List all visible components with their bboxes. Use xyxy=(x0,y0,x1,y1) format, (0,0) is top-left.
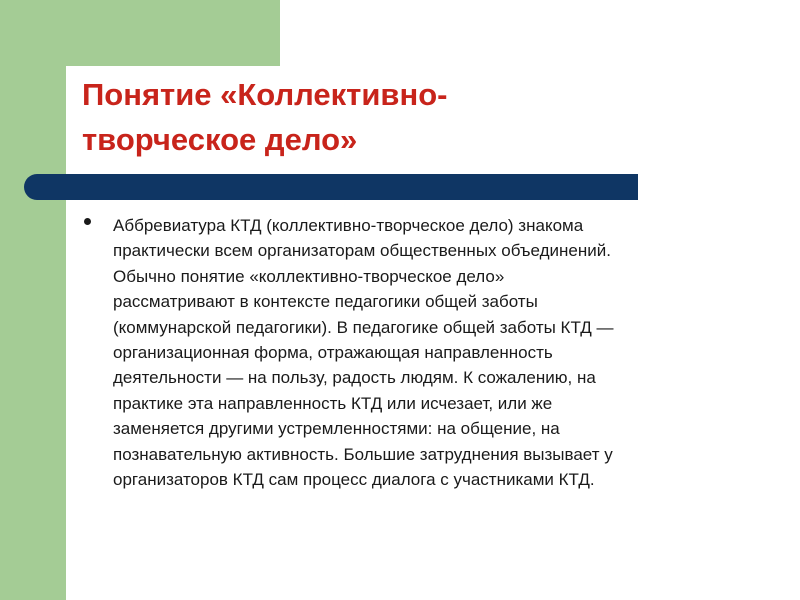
green-side-band xyxy=(0,0,66,600)
bullet-text-line: Обычно понятие «коллективно-творческое дело» xyxy=(113,266,505,286)
bullet-text-line: Аббревиатура КТД (коллективно-творческое дело) знакома xyxy=(113,216,584,235)
bullet-text-line: организационная форма, отражающая направленность xyxy=(113,343,553,363)
title-divider-bar xyxy=(24,174,638,200)
bullet-dot-icon xyxy=(84,218,91,225)
bullet-text-line: познавательную активность. Большие затруднения вызывает у xyxy=(113,444,613,464)
slide-title-line: Понятие «Коллективно- xyxy=(82,77,448,112)
bullet-text-line: заменяется другими устремленностями: на общение, на xyxy=(113,419,560,439)
bullet-text-line: рассматривают в контексте педагогики общей заботы xyxy=(113,292,538,312)
bullet-text-line: (коммунарской педагогики). В педагогике общей заботы КТД — xyxy=(113,317,614,337)
bullet-text-line: практически всем организаторам общественных объединений. xyxy=(113,241,611,261)
bullet-text xyxy=(113,213,614,492)
bullet-text-line: организаторов КТД сам процесс диалога с участниками КТД. xyxy=(113,470,595,490)
bullet-text-line: практике эта направленность КТД или исчезает, или же xyxy=(113,393,553,413)
slide-title-line: творческое дело» xyxy=(82,122,358,157)
slide-title xyxy=(82,72,642,162)
bullet-text-line: деятельности — на пользу, радость людям. К сожалению, на xyxy=(113,368,596,388)
